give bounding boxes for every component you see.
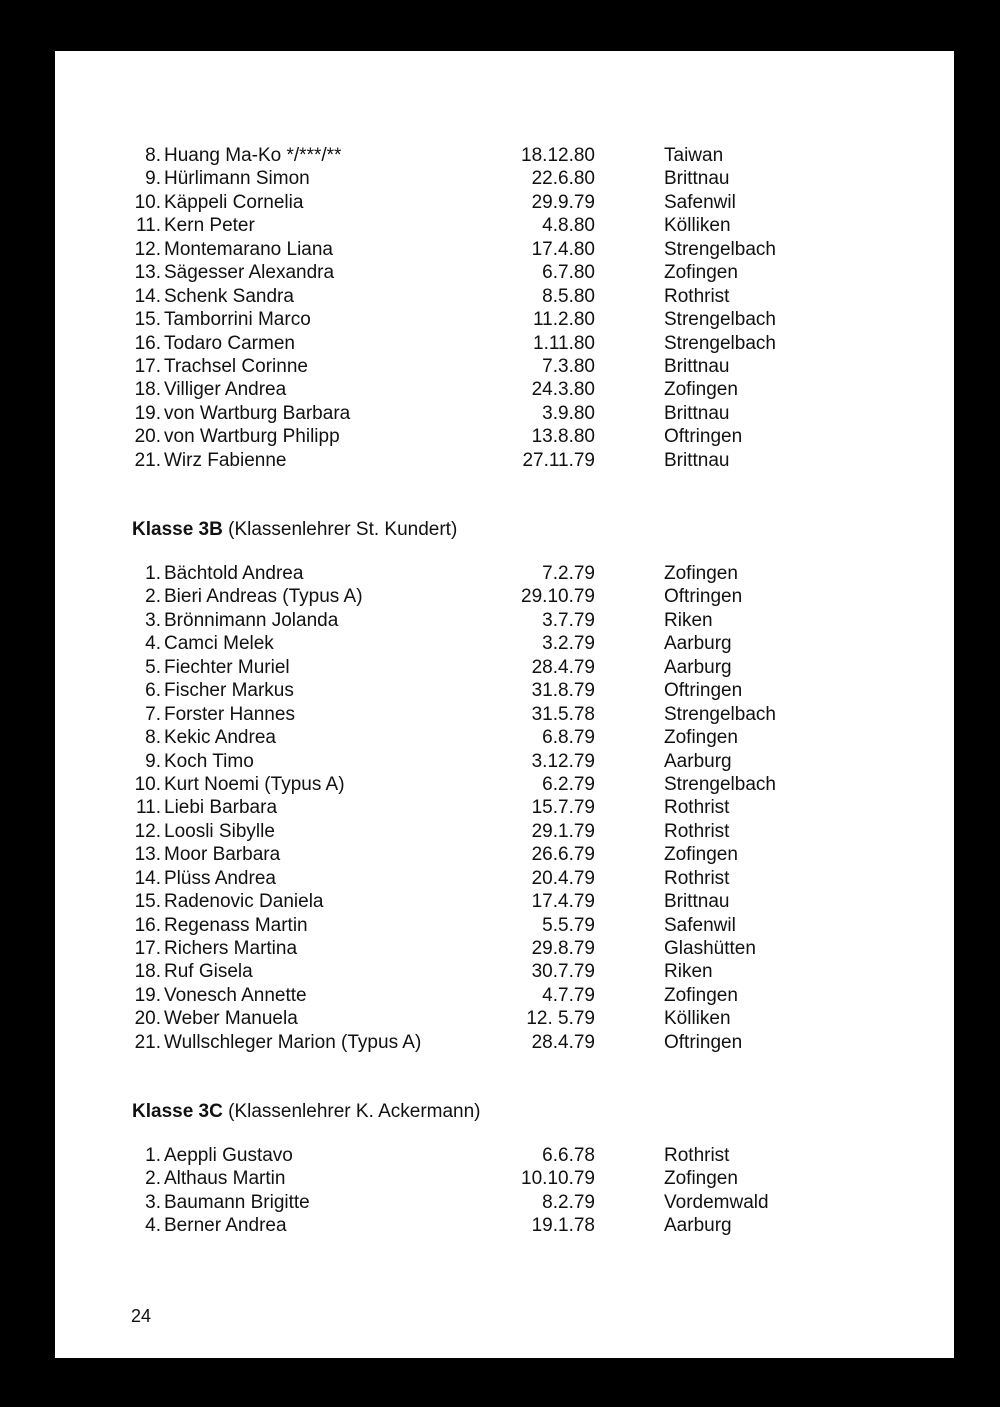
student-row xyxy=(55,378,954,401)
student-name: Trachsel Corinne xyxy=(164,355,308,377)
birth-date: 6.6.78 xyxy=(542,1145,595,1166)
home-town: Brittnau xyxy=(664,355,730,377)
birth-date: 3.7.79 xyxy=(542,609,595,631)
student-row xyxy=(55,214,954,237)
student-name: Villiger Andrea xyxy=(164,379,287,401)
birth-date: 29.10.79 xyxy=(521,586,595,608)
birth-date: 4.7.79 xyxy=(542,984,595,1006)
student-list-continued xyxy=(55,144,954,472)
student-number: 10. xyxy=(134,773,161,795)
document-page xyxy=(55,51,954,1358)
student-row xyxy=(55,1007,954,1030)
home-town: Rothrist xyxy=(664,285,730,307)
home-town: Rothrist xyxy=(664,1145,730,1166)
student-name: Tamborrini Marco xyxy=(164,309,311,331)
student-number: 19. xyxy=(134,984,161,1006)
student-row xyxy=(55,914,954,937)
student-name: Vonesch Annette xyxy=(164,984,307,1006)
student-row xyxy=(55,402,954,425)
student-number: 12. xyxy=(134,238,161,260)
home-town: Rothrist xyxy=(664,797,730,819)
student-name: Bächtold Andrea xyxy=(164,563,304,584)
student-row xyxy=(55,238,954,261)
student-name: Fiechter Muriel xyxy=(164,656,290,678)
home-town: Glashütten xyxy=(664,938,756,959)
student-row xyxy=(55,425,954,448)
student-number: 8. xyxy=(145,727,161,749)
student-name: von Wartburg Philipp xyxy=(164,426,340,448)
home-town: Oftringen xyxy=(664,680,743,702)
student-name: Sägesser Alexandra xyxy=(164,262,335,284)
student-number: 9. xyxy=(145,750,161,772)
student-row xyxy=(55,355,954,378)
student-row xyxy=(55,773,954,796)
student-row xyxy=(55,750,954,773)
home-town: Riken xyxy=(664,609,713,631)
student-number: 11. xyxy=(135,215,161,237)
student-number: 17. xyxy=(134,938,161,959)
home-town: Zofingen xyxy=(664,844,738,866)
student-number: 10. xyxy=(134,191,161,213)
birth-date: 27.11.79 xyxy=(522,449,595,471)
student-row xyxy=(55,609,954,632)
student-number: 18. xyxy=(134,961,161,983)
birth-date: 7.3.80 xyxy=(542,355,595,377)
birth-date: 13.8.80 xyxy=(531,426,595,448)
birth-date: 17.4.80 xyxy=(531,238,595,260)
home-town: Kölliken xyxy=(664,215,731,237)
home-town: Brittnau xyxy=(664,168,730,190)
student-name: Radenovic Daniela xyxy=(164,891,324,913)
student-name: Althaus Martin xyxy=(164,1168,286,1190)
student-row xyxy=(55,562,954,585)
home-town: Riken xyxy=(664,961,713,983)
student-name: Loosli Sibylle xyxy=(164,820,275,842)
class-3b-student-list xyxy=(55,562,954,1054)
student-number: 7. xyxy=(145,703,161,725)
student-row xyxy=(55,332,954,355)
student-number: 16. xyxy=(134,332,161,354)
student-name: Ruf Gisela xyxy=(164,961,253,983)
student-number: 15. xyxy=(134,309,161,331)
student-row xyxy=(55,679,954,702)
birth-date: 24.3.80 xyxy=(531,379,595,401)
birth-date: 29.8.79 xyxy=(531,938,595,959)
student-name: Wirz Fabienne xyxy=(164,449,287,471)
student-name: von Wartburg Barbara xyxy=(164,402,351,424)
home-town: Rothrist xyxy=(664,820,730,842)
student-row xyxy=(55,960,954,983)
student-number: 17. xyxy=(134,355,161,377)
student-row xyxy=(55,144,954,167)
student-row xyxy=(55,167,954,190)
student-name: Baumann Brigitte xyxy=(164,1191,310,1213)
student-name: Huang Ma-Ko */***/** xyxy=(164,145,342,166)
student-number: 9. xyxy=(145,168,161,190)
birth-date: 3.2.79 xyxy=(542,633,595,655)
home-town: Safenwil xyxy=(664,191,736,213)
birth-date: 12. 5.79 xyxy=(526,1008,595,1030)
student-row xyxy=(55,1031,954,1054)
student-number: 14. xyxy=(134,285,161,307)
student-name: Hürlimann Simon xyxy=(164,168,310,190)
birth-date: 28.4.79 xyxy=(531,1031,595,1053)
birth-date: 15.7.79 xyxy=(531,797,595,819)
home-town: Zofingen xyxy=(664,1168,738,1190)
student-row xyxy=(55,449,954,472)
home-town: Safenwil xyxy=(664,914,736,936)
student-name: Camci Melek xyxy=(164,633,274,655)
class-3b-label: Klasse 3B xyxy=(132,519,223,540)
student-name: Kurt Noemi (Typus A) xyxy=(164,773,345,795)
class-3b-heading xyxy=(132,519,457,541)
birth-date: 5.5.79 xyxy=(542,914,595,936)
student-row xyxy=(55,191,954,214)
class-3b-teacher: (Klassenlehrer St. Kundert) xyxy=(222,519,458,540)
student-name: Todaro Carmen xyxy=(164,332,295,354)
birth-date: 29.9.79 xyxy=(531,191,595,213)
home-town: Strengelbach xyxy=(664,773,776,795)
class-3c-student-list xyxy=(55,1144,954,1238)
birth-date: 17.4.79 xyxy=(531,891,595,913)
student-name: Käppeli Cornelia xyxy=(164,191,304,213)
home-town: Vordemwald xyxy=(664,1191,769,1213)
home-town: Zofingen xyxy=(664,984,738,1006)
student-number: 19. xyxy=(134,402,161,424)
student-name: Brönnimann Jolanda xyxy=(164,609,339,631)
birth-date: 7.2.79 xyxy=(542,563,595,584)
birth-date: 6.2.79 xyxy=(542,773,595,795)
student-row xyxy=(55,308,954,331)
home-town: Zofingen xyxy=(664,727,738,749)
home-town: Strengelbach xyxy=(664,332,776,354)
birth-date: 8.5.80 xyxy=(542,285,595,307)
student-name: Schenk Sandra xyxy=(164,285,294,307)
student-name: Liebi Barbara xyxy=(164,797,278,819)
home-town: Oftringen xyxy=(664,426,743,448)
student-number: 4. xyxy=(145,633,161,655)
student-row xyxy=(55,890,954,913)
student-number: 14. xyxy=(134,867,161,889)
birth-date: 3.9.80 xyxy=(542,402,595,424)
student-number: 21. xyxy=(134,449,161,471)
student-name: Aeppli Gustavo xyxy=(164,1145,293,1166)
student-name: Regenass Martin xyxy=(164,914,308,936)
student-row xyxy=(55,1191,954,1214)
birth-date: 28.4.79 xyxy=(531,656,595,678)
student-number: 16. xyxy=(134,914,161,936)
birth-date: 4.8.80 xyxy=(542,215,595,237)
birth-date: 18.12.80 xyxy=(521,145,595,166)
student-row xyxy=(55,726,954,749)
home-town: Oftringen xyxy=(664,586,743,608)
student-row xyxy=(55,843,954,866)
class-3c-teacher: (Klassenlehrer K. Ackermann) xyxy=(222,1101,481,1122)
birth-date: 22.6.80 xyxy=(531,168,595,190)
student-number: 13. xyxy=(134,844,161,866)
birth-date: 8.2.79 xyxy=(542,1191,595,1213)
home-town: Zofingen xyxy=(664,563,738,584)
student-name: Koch Timo xyxy=(164,750,254,772)
home-town: Strengelbach xyxy=(664,703,776,725)
student-row xyxy=(55,1167,954,1190)
student-name: Plüss Andrea xyxy=(164,867,276,889)
birth-date: 6.8.79 xyxy=(542,727,595,749)
home-town: Oftringen xyxy=(664,1031,743,1053)
class-3c-heading xyxy=(132,1101,481,1123)
home-town: Zofingen xyxy=(664,379,738,401)
student-name: Fischer Markus xyxy=(164,680,294,702)
birth-date: 31.5.78 xyxy=(531,703,595,725)
birth-date: 10.10.79 xyxy=(521,1168,595,1190)
student-row xyxy=(55,632,954,655)
home-town: Brittnau xyxy=(664,891,730,913)
student-row xyxy=(55,703,954,726)
birth-date: 20.4.79 xyxy=(531,867,595,889)
student-row xyxy=(55,261,954,284)
student-row xyxy=(55,984,954,1007)
birth-date: 29.1.79 xyxy=(531,820,595,842)
student-row xyxy=(55,585,954,608)
student-row xyxy=(55,937,954,960)
student-number: 1. xyxy=(145,563,161,584)
home-town: Aarburg xyxy=(664,656,732,678)
student-number: 2. xyxy=(145,586,161,608)
student-name: Berner Andrea xyxy=(164,1215,287,1237)
page-number: 24 xyxy=(131,1306,152,1326)
student-name: Bieri Andreas (Typus A) xyxy=(164,586,363,608)
birth-date: 11.2.80 xyxy=(533,309,595,331)
student-number: 20. xyxy=(134,426,161,448)
student-name: Wullschleger Marion (Typus A) xyxy=(164,1031,422,1053)
student-row xyxy=(55,867,954,890)
home-town: Brittnau xyxy=(664,449,730,471)
home-town: Rothrist xyxy=(664,867,730,889)
student-number: 3. xyxy=(145,1191,161,1213)
home-town: Brittnau xyxy=(664,402,730,424)
student-number: 12. xyxy=(134,820,161,842)
home-town: Aarburg xyxy=(664,750,732,772)
birth-date: 1.11.80 xyxy=(533,332,595,354)
class-3c-label: Klasse 3C xyxy=(132,1101,223,1122)
home-town: Zofingen xyxy=(664,262,738,284)
home-town: Kölliken xyxy=(664,1008,731,1030)
home-town: Aarburg xyxy=(664,1215,732,1237)
student-number: 3. xyxy=(145,609,161,631)
student-name: Richers Martina xyxy=(164,938,298,959)
student-number: 15. xyxy=(134,891,161,913)
student-row xyxy=(55,285,954,308)
birth-date: 3.12.79 xyxy=(531,750,595,772)
student-number: 1. xyxy=(145,1145,161,1166)
home-town: Strengelbach xyxy=(664,309,776,331)
home-town: Aarburg xyxy=(664,633,732,655)
student-name: Forster Hannes xyxy=(164,703,295,725)
student-name: Kern Peter xyxy=(164,215,255,237)
student-name: Moor Barbara xyxy=(164,844,281,866)
student-number: 8. xyxy=(145,145,161,166)
birth-date: 26.6.79 xyxy=(531,844,595,866)
student-number: 11. xyxy=(135,797,161,819)
home-town: Strengelbach xyxy=(664,238,776,260)
student-number: 21. xyxy=(134,1031,161,1053)
birth-date: 30.7.79 xyxy=(531,961,595,983)
student-row xyxy=(55,1214,954,1237)
student-number: 2. xyxy=(145,1168,161,1190)
student-number: 5. xyxy=(145,656,161,678)
birth-date: 31.8.79 xyxy=(531,680,595,702)
student-number: 4. xyxy=(145,1215,161,1237)
student-number: 20. xyxy=(134,1008,161,1030)
student-row xyxy=(55,1144,954,1167)
student-name: Weber Manuela xyxy=(164,1008,298,1030)
student-number: 18. xyxy=(134,379,161,401)
student-row xyxy=(55,796,954,819)
student-name: Kekic Andrea xyxy=(164,727,276,749)
student-name: Montemarano Liana xyxy=(164,238,333,260)
student-row xyxy=(55,820,954,843)
home-town: Taiwan xyxy=(664,145,724,166)
birth-date: 6.7.80 xyxy=(542,262,595,284)
student-number: 6. xyxy=(145,680,161,702)
student-number: 13. xyxy=(134,262,161,284)
student-row xyxy=(55,656,954,679)
birth-date: 19.1.78 xyxy=(531,1215,595,1237)
